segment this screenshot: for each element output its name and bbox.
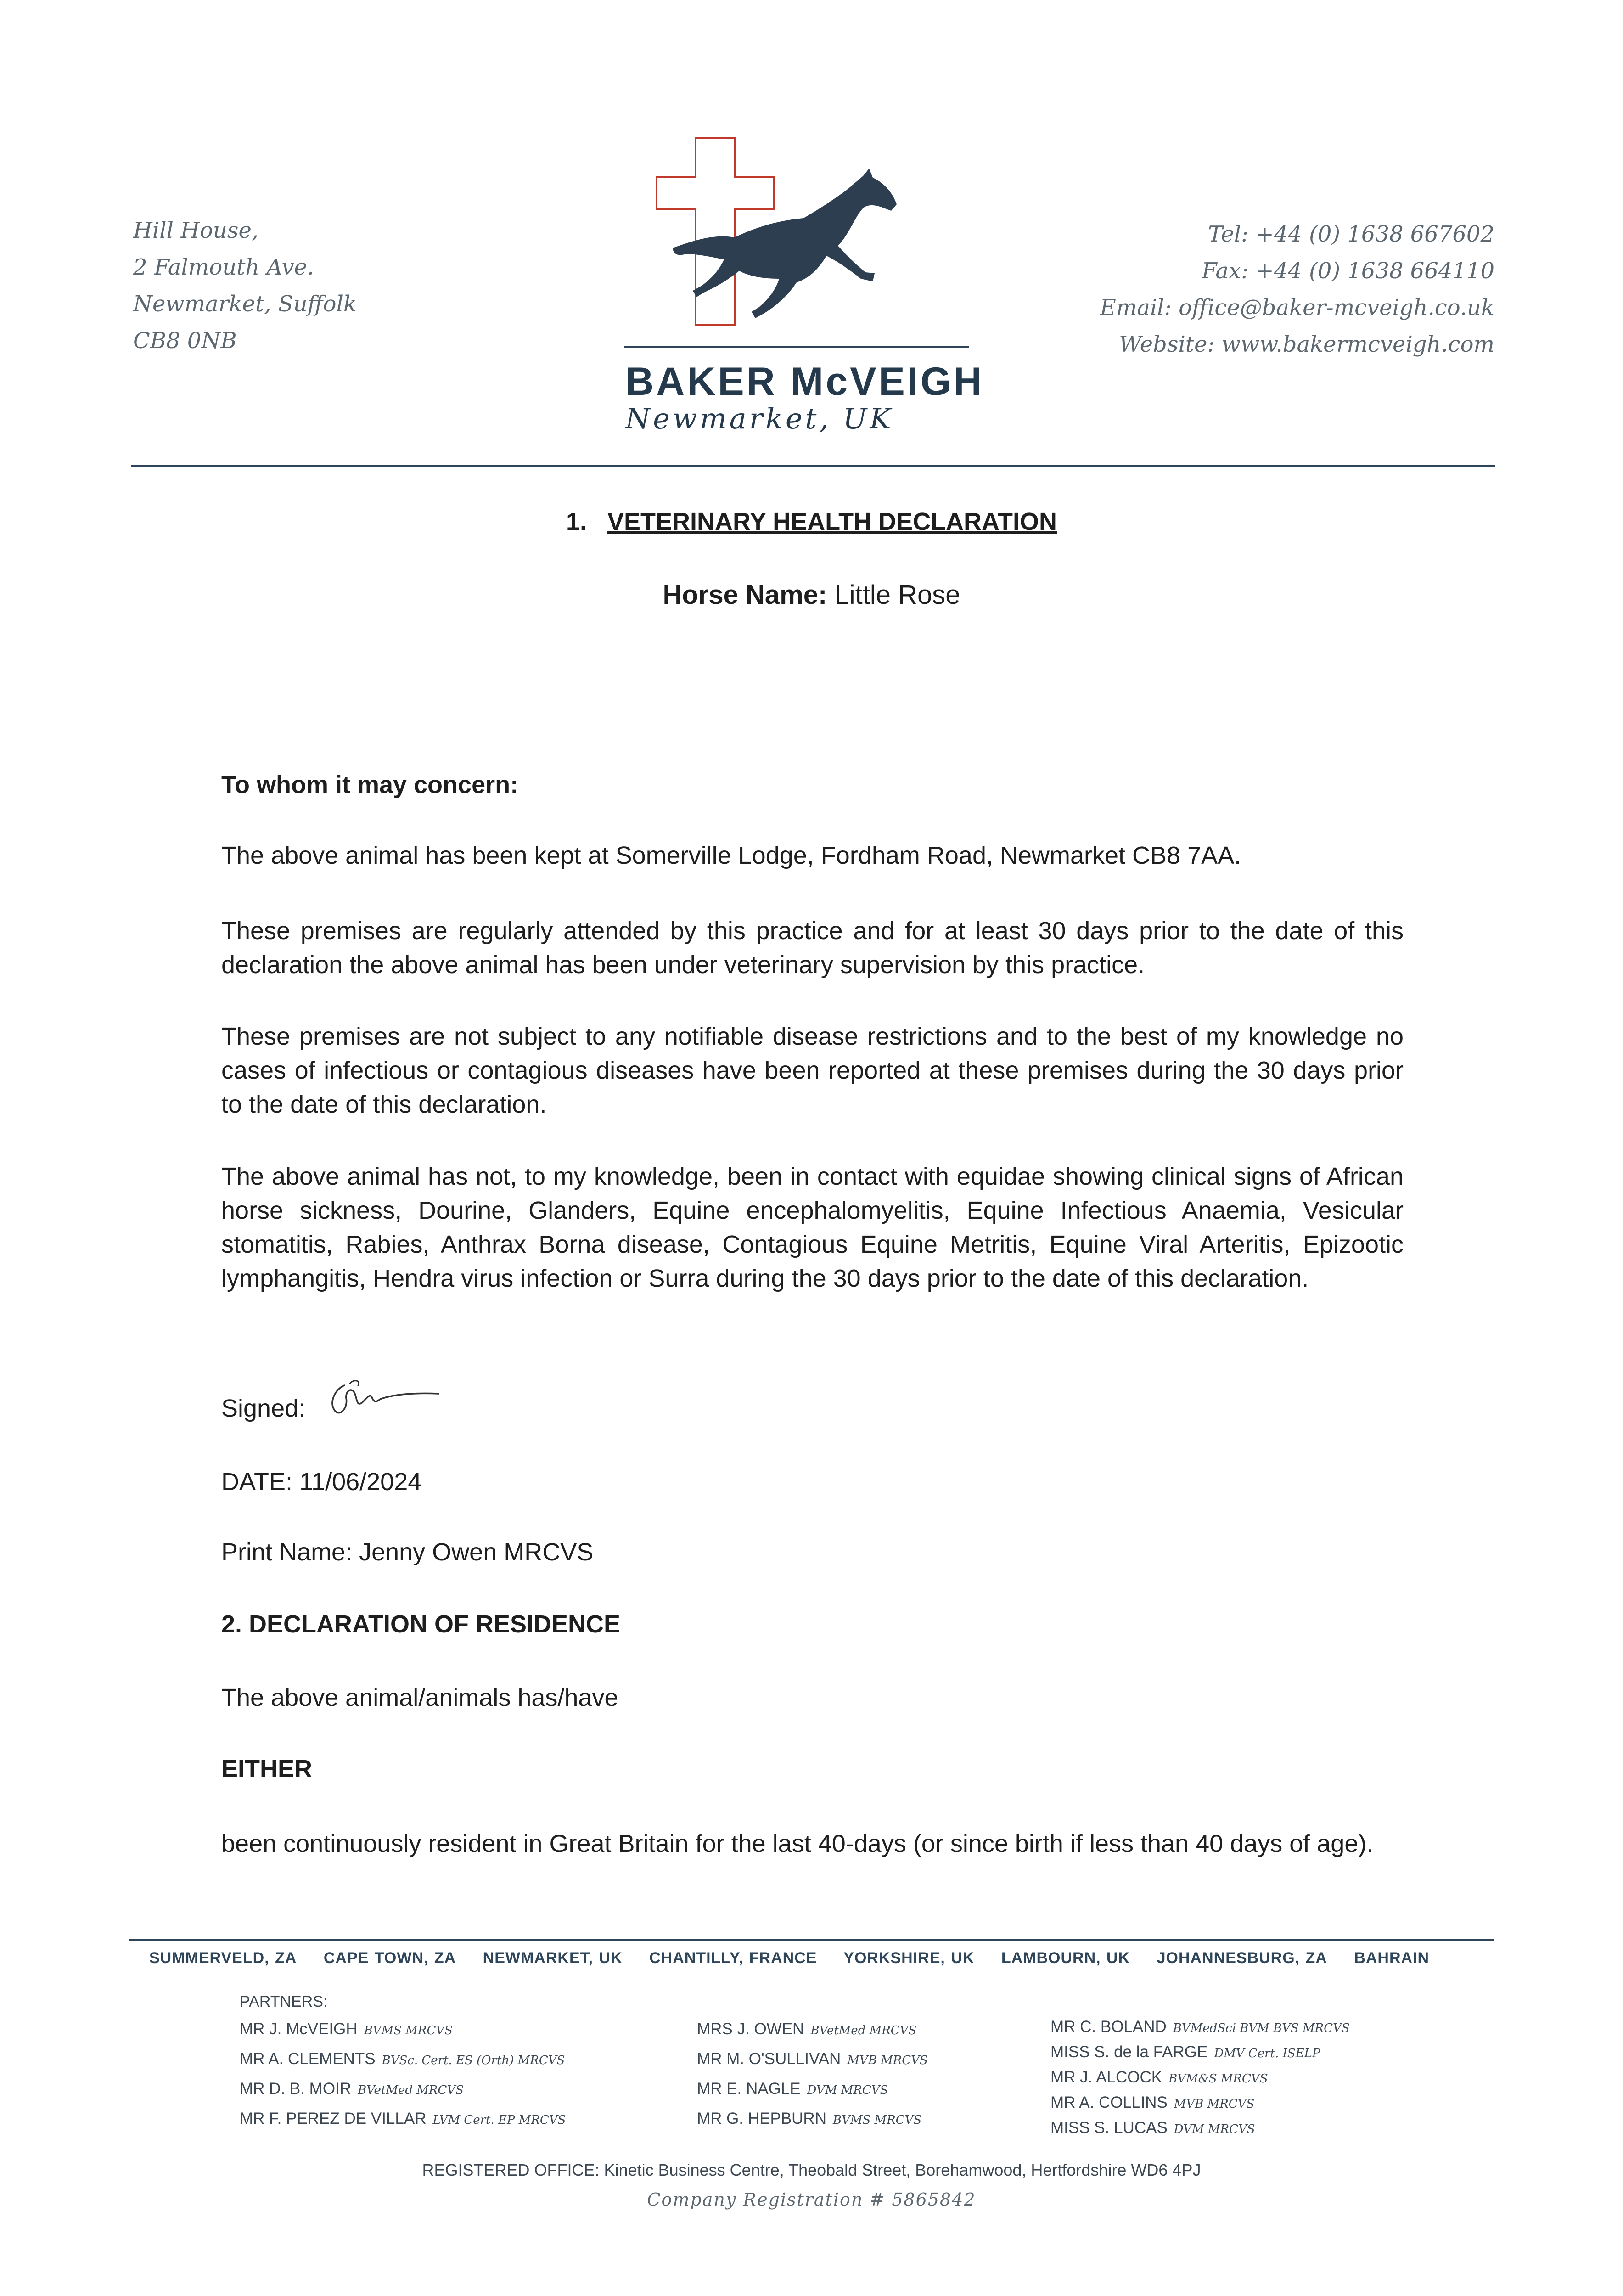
declaration-date: DATE: 11/06/2024: [221, 1468, 422, 1496]
paragraph-disease-restrictions: These premises are not subject to any notifiable disease restrictions and to the best of my knowledge no cases of infectious or contagious diseases have been reported at these premises during the 30 days prior to the date of this declaration.: [221, 1023, 1404, 1118]
website[interactable]: Website: www.bakermcveigh.com: [1119, 332, 1494, 357]
partners-column-1: [240, 2015, 566, 2134]
brand-name: BAKER McVEIGH: [625, 360, 984, 404]
paragraph-contact-declaration: The above animal has not, to my knowledge, been in contact with equidae showing clinical signs of African horse sickness, Dourine, Glanders, Equine encephalomyelitis, Equine Infectious Anaemia, Vesicular stomatitis, Rabies, Anthrax Borna disease, Contagious Equine Metritis, Equine Viral Arteritis, Epizootic lymphangitis, Hendra virus infection or Surra during the 30 days prior to the date of this declaration.: [221, 1163, 1404, 1292]
partner-entry: [697, 2045, 928, 2075]
partner-entry: [1050, 2040, 1350, 2065]
section-1-title: [0, 507, 1623, 536]
paragraph-supervision: These premises are regularly attended by this practice and for at least 30 days prior to the date of this declaration the above animal has been under veterinary supervision by this practice.: [221, 917, 1404, 979]
partner-name: MR M. O'SULLIVAN: [697, 2050, 841, 2068]
address-line: CB8 0NB: [133, 328, 237, 354]
partner-name: MR E. NAGLE: [697, 2080, 801, 2098]
partner-entry: [240, 2075, 566, 2105]
partner-qualifications: MVB MRCVS: [847, 2054, 928, 2067]
paragraph-premises: The above animal has been kept at Somerville Lodge, Fordham Road, Newmarket CB8 7AA.: [221, 842, 1241, 869]
residence-option-text: been continuously resident in Great Britain for the last 40-days (or since birth if less than 40 days of age).: [221, 1830, 1374, 1857]
office-location: SUMMERVELD, ZA: [149, 1949, 297, 1967]
partner-name: MR A. CLEMENTS: [240, 2050, 376, 2068]
horse-name-value: Little Rose: [834, 580, 960, 610]
partner-name: MRS J. OWEN: [697, 2020, 804, 2038]
partner-qualifications: DVM MRCVS: [807, 2083, 888, 2097]
cross-and-horse-logo-icon: [618, 135, 985, 365]
partner-qualifications: BVM&S MRCVS: [1168, 2072, 1268, 2086]
partner-entry: [1050, 2015, 1350, 2040]
partner-name: MR J. ALCOCK: [1050, 2068, 1162, 2086]
partner-qualifications: BVMedSci BVM BVS MRCVS: [1173, 2021, 1350, 2035]
partners-label: PARTNERS:: [240, 1993, 328, 2010]
partner-entry: [240, 2045, 566, 2075]
partner-qualifications: BVetMed MRCVS: [810, 2024, 917, 2037]
email[interactable]: Email: office@baker-mcveigh.co.uk: [1100, 295, 1494, 321]
partner-entry: [240, 2105, 566, 2134]
section-2-title: 2. DECLARATION OF RESIDENCE: [221, 1610, 621, 1638]
office-location: CHANTILLY, FRANCE: [649, 1949, 817, 1967]
partner-qualifications: BVetMed MRCVS: [358, 2083, 464, 2097]
partner-entry: [697, 2105, 928, 2134]
partner-qualifications: DVM MRCVS: [1174, 2122, 1255, 2136]
section-2-intro: The above animal/animals has/have: [221, 1684, 618, 1711]
partner-qualifications: DMV Cert. ISELP: [1214, 2047, 1320, 2060]
telephone: Tel: +44 (0) 1638 667602: [1208, 221, 1494, 247]
partner-name: MR G. HEPBURN: [697, 2110, 826, 2127]
address-line: Hill House,: [133, 218, 259, 243]
partner-name: MR J. McVEIGH: [240, 2020, 358, 2038]
company-registration: Company Registration # 5865842: [647, 2189, 976, 2210]
salutation: To whom it may concern:: [221, 771, 519, 799]
section-1-heading: VETERINARY HEALTH DECLARATION: [607, 508, 1057, 535]
partners-column-2: [697, 2015, 928, 2134]
partner-name: MISS S. de la FARGE: [1050, 2043, 1208, 2061]
partner-entry: [1050, 2065, 1350, 2091]
address-line: Newmarket, Suffolk: [133, 291, 357, 317]
handwritten-signature-icon: [326, 1375, 445, 1426]
logo-underline: [624, 346, 969, 348]
partner-qualifications: MVB MRCVS: [1174, 2097, 1255, 2111]
partner-name: MR C. BOLAND: [1050, 2018, 1167, 2036]
print-name: Print Name: Jenny Owen MRCVS: [221, 1538, 594, 1566]
practice-contacts: [1100, 216, 1494, 363]
signed-label: Signed:: [221, 1395, 306, 1422]
practice-address: [133, 212, 357, 359]
galloping-horse-silhouette: [673, 169, 897, 318]
partner-name: MR A. COLLINS: [1050, 2093, 1168, 2111]
office-location: JOHANNESBURG, ZA: [1157, 1949, 1327, 1967]
section-1-number: 1.: [566, 508, 587, 535]
partner-qualifications: BVSc. Cert. ES (Orth) MRCVS: [382, 2054, 565, 2067]
partner-entry: [1050, 2116, 1350, 2141]
partner-name: MR D. B. MOIR: [240, 2080, 352, 2098]
partner-qualifications: LVM Cert. EP MRCVS: [432, 2113, 566, 2127]
office-location: CAPE TOWN, ZA: [323, 1949, 456, 1967]
office-location: YORKSHIRE, UK: [843, 1949, 975, 1967]
partner-entry: [1050, 2091, 1350, 2116]
partner-name: MISS S. LUCAS: [1050, 2119, 1168, 2137]
office-locations: [149, 1949, 1450, 1967]
brand-location: Newmarket, UK: [625, 402, 894, 435]
footer-divider: [129, 1939, 1494, 1941]
address-line: 2 Falmouth Ave.: [133, 254, 314, 280]
horse-name-label: Horse Name:: [663, 580, 827, 610]
partner-entry: [697, 2015, 928, 2045]
partner-qualifications: BVMS MRCVS: [832, 2113, 922, 2127]
partners-column-3: [1050, 2015, 1350, 2141]
office-location: BAHRAIN: [1354, 1949, 1430, 1967]
header-divider: [131, 465, 1495, 467]
partner-entry: [697, 2075, 928, 2105]
office-location: NEWMARKET, UK: [483, 1949, 623, 1967]
horse-name-line: [0, 580, 1623, 610]
registered-office: REGISTERED OFFICE: Kinetic Business Centre, Theobald Street, Borehamwood, Hertfordshire WD6 4PJ: [422, 2161, 1201, 2179]
either-label: EITHER: [221, 1755, 313, 1783]
partner-qualifications: BVMS MRCVS: [364, 2024, 453, 2037]
partner-name: MR F. PEREZ DE VILLAR: [240, 2110, 427, 2127]
office-location: LAMBOURN, UK: [1001, 1949, 1130, 1967]
fax: Fax: +44 (0) 1638 664110: [1202, 258, 1494, 284]
partner-entry: [240, 2015, 566, 2045]
